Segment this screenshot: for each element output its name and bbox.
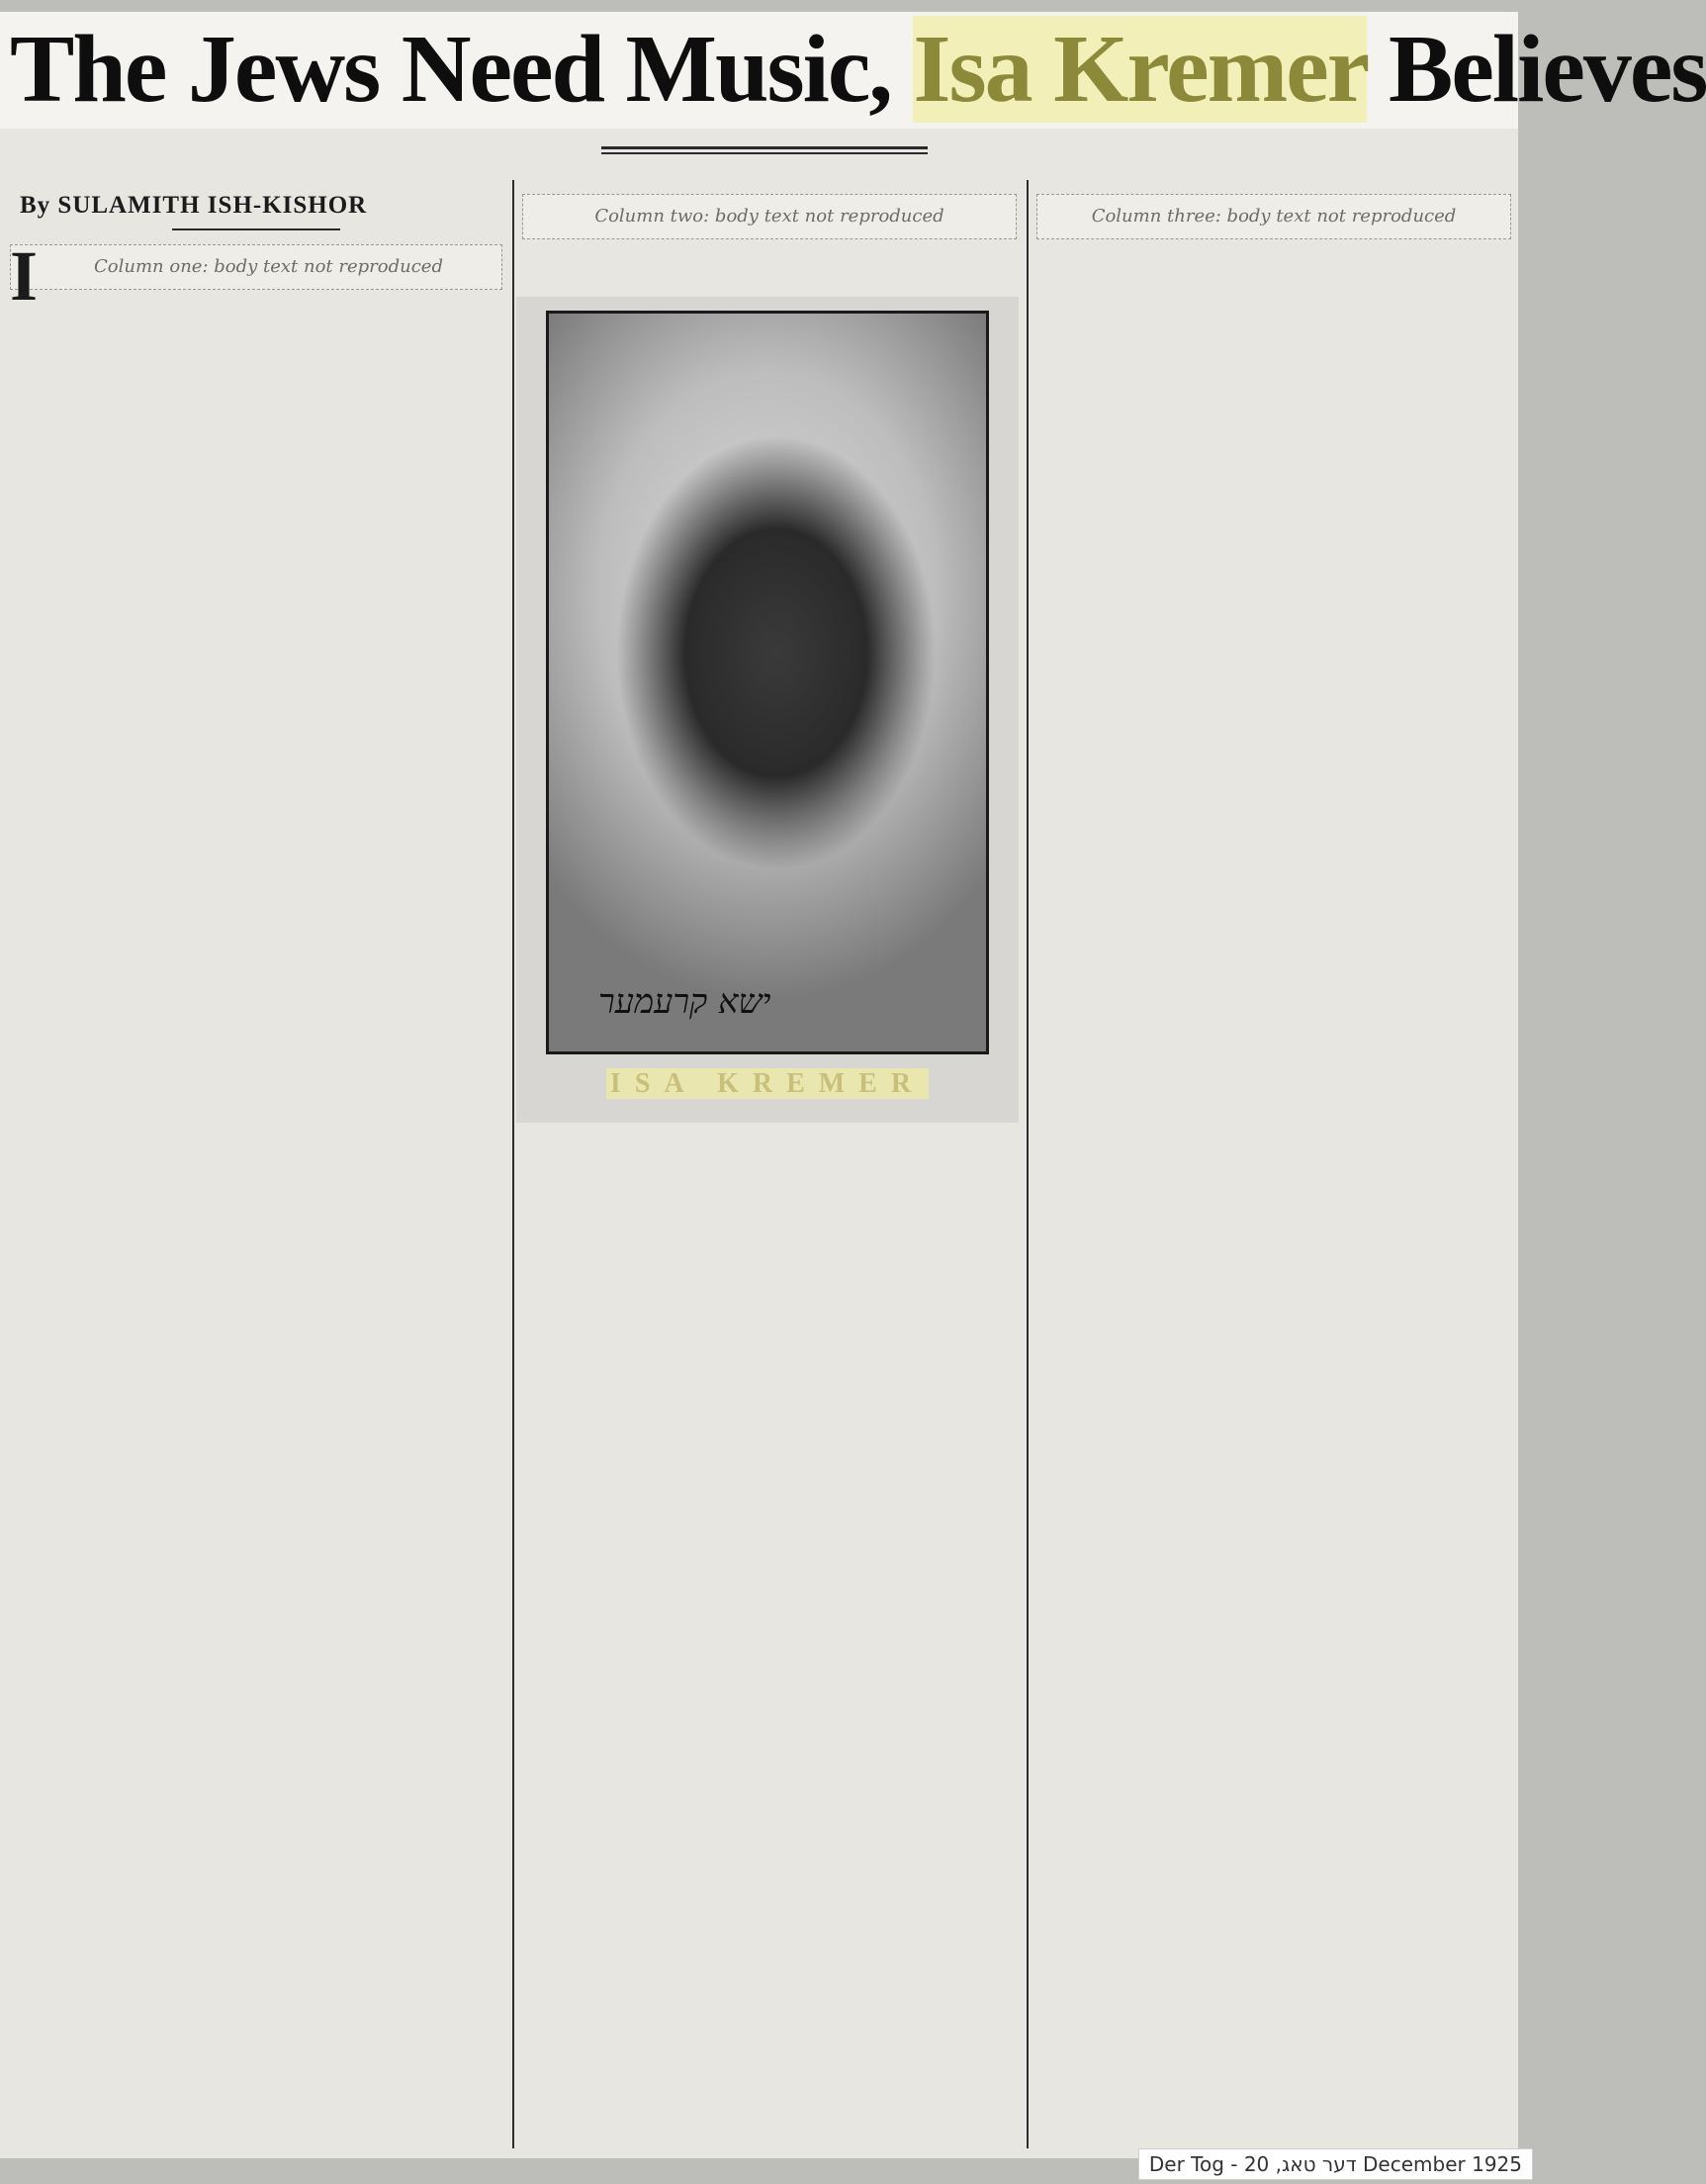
portrait-photo-frame [516, 297, 1019, 1123]
title-rule [601, 146, 928, 149]
headline-band [0, 12, 1706, 129]
portrait-photo [546, 311, 989, 1054]
omitted-text-note: Column two: body text not reproduced [522, 194, 1017, 239]
article-column-2-top [522, 188, 1017, 287]
newspaper-page [0, 12, 1706, 2158]
byline-rule [172, 228, 340, 230]
signature: ישא קרעמער [598, 982, 771, 1022]
column-divider [1027, 180, 1029, 2148]
omitted-text-note: Column three: body text not reproduced [1036, 194, 1511, 239]
column-divider [512, 180, 514, 2148]
source-credit: Der Tog - דער טאג, 20 December 1925 [1138, 2148, 1533, 2180]
drop-cap: I [10, 236, 39, 316]
photo-caption: ISA KREMER [516, 1068, 1019, 1100]
article-column-3 [1036, 188, 1511, 2156]
title-rule-double [601, 152, 928, 154]
headline-suffix: Believes [1366, 16, 1706, 123]
headline-highlight: Isa Kremer [913, 16, 1367, 123]
byline: By SULAMITH ISH-KISHOR [20, 192, 368, 219]
headline-prefix: The Jews Need Music, [10, 16, 914, 123]
omitted-text-note: Column one: body text not reproduced [10, 244, 502, 290]
article-column-1 [10, 188, 502, 2156]
headline [10, 14, 1706, 125]
